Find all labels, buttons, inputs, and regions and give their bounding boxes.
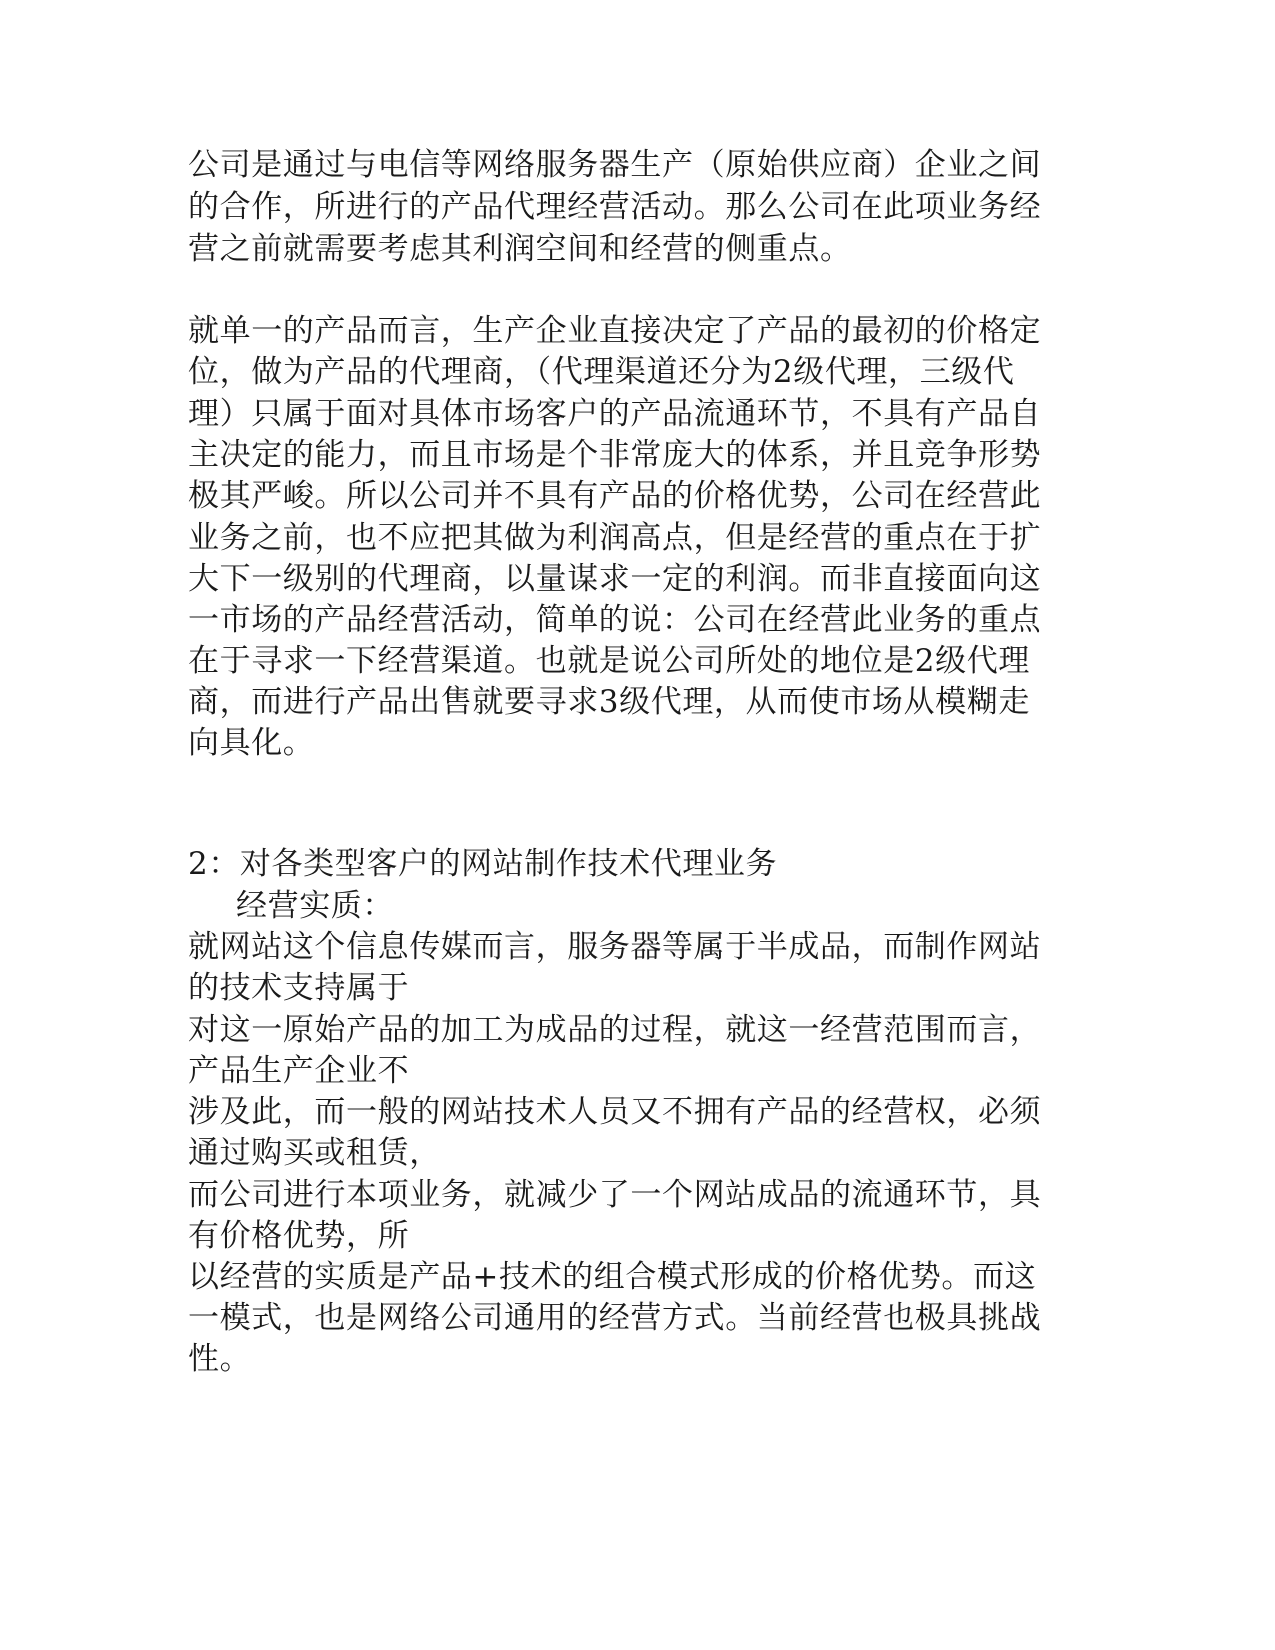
paragraph-1-line-2: 的合作，所进行的产品代理经营活动。那么公司在此项业务经: [188, 189, 1042, 225]
paragraph-2-line-4: 主决定的能力，而且市场是个非常庞大的体系，并且竞争形势: [188, 437, 1042, 473]
paragraph-1-line-3: 营之前就需要考虑其利润空间和经营的侧重点。: [188, 231, 852, 267]
paragraph-3-line-1: 就网站这个信息传媒而言，服务器等属于半成品，而制作网站: [188, 929, 1042, 965]
paragraph-3-line-4: 产品生产企业不: [188, 1053, 410, 1089]
paragraph-3-line-3: 对这一原始产品的加工为成品的过程，就这一经营范围而言，: [188, 1012, 1042, 1048]
paragraph-2-line-11: 向具化。: [188, 725, 315, 761]
paragraph-2-line-9: 在于寻求一下经营渠道。也就是说公司所处的地位是2级代理: [188, 643, 1030, 679]
paragraph-2-line-10: 商，而进行产品出售就要寻求3级代理，从而使市场从模糊走: [188, 684, 1030, 720]
paragraph-3-line-6: 通过购买或租赁，: [188, 1135, 441, 1171]
paragraph-2-line-6: 业务之前，也不应把其做为利润高点，但是经营的重点在于扩: [188, 520, 1042, 556]
paragraph-1-line-1: 公司是通过与电信等网络服务器生产（原始供应商）企业之间: [188, 147, 1042, 183]
paragraph-3-line-8: 有价格优势，所: [188, 1218, 410, 1254]
paragraph-3-line-10: 一模式，也是网络公司通用的经营方式。当前经营也极具挑战: [188, 1300, 1042, 1336]
paragraph-2-line-1: 就单一的产品而言，生产企业直接决定了产品的最初的价格定: [188, 313, 1042, 349]
paragraph-3-line-5: 涉及此，而一般的网站技术人员又不拥有产品的经营权，必须: [188, 1094, 1042, 1130]
paragraph-2-line-5: 极其严峻。所以公司并不具有产品的价格优势，公司在经营此: [188, 478, 1042, 514]
paragraph-3-line-2: 的技术支持属于: [188, 970, 410, 1006]
paragraph-2-line-7: 大下一级别的代理商，以量谋求一定的利润。而非直接面向这: [188, 561, 1042, 597]
subheading: 经营实质：: [236, 888, 394, 924]
paragraph-2-line-2: 位，做为产品的代理商，（代理渠道还分为2级代理，三级代: [188, 354, 1015, 390]
paragraph-3-line-9: 以经营的实质是产品+技术的组合模式形成的价格优势。而这: [188, 1259, 1037, 1295]
paragraph-3-line-11: 性。: [188, 1341, 252, 1377]
paragraph-3-line-7: 而公司进行本项业务，就减少了一个网站成品的流通环节，具: [188, 1177, 1042, 1213]
paragraph-2-line-8: 一市场的产品经营活动，简单的说：公司在经营此业务的重点: [188, 602, 1042, 638]
paragraph-2-line-3: 理）只属于面对具体市场客户的产品流通环节，不具有产品自: [188, 396, 1042, 432]
section-heading: 2：对各类型客户的网站制作技术代理业务: [188, 846, 778, 882]
